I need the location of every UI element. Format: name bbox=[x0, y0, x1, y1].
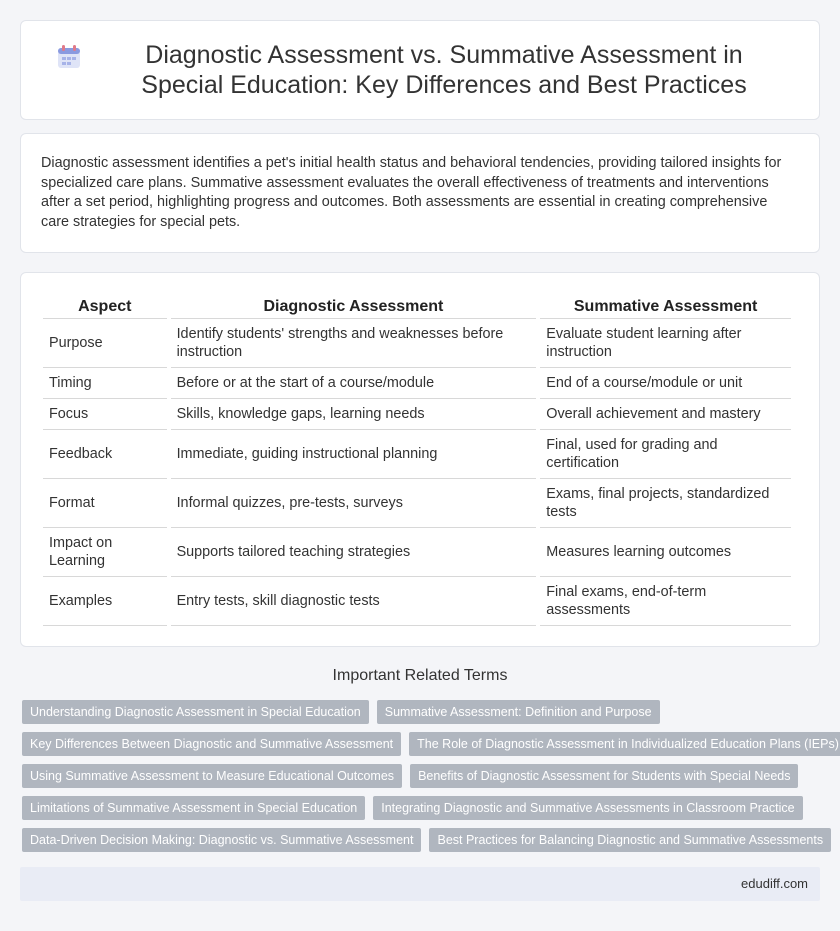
site-name[interactable]: edudiff.com bbox=[741, 876, 808, 891]
cell-diagnostic: Informal quizzes, pre-tests, surveys bbox=[171, 479, 537, 528]
footer bbox=[20, 867, 820, 901]
cell-summative: Final, used for grading and certification bbox=[540, 430, 791, 479]
cell-diagnostic: Skills, knowledge gaps, learning needs bbox=[171, 399, 537, 430]
table-row bbox=[43, 430, 791, 479]
header-diagnostic: Diagnostic Assessment bbox=[171, 289, 537, 319]
title-card bbox=[20, 20, 820, 120]
cell-summative: Evaluate student learning after instruction bbox=[540, 319, 791, 368]
comparison-table bbox=[39, 289, 795, 626]
cell-aspect: Feedback bbox=[43, 430, 167, 479]
related-term-link[interactable]: Benefits of Diagnostic Assessment for Students with Special Needs bbox=[410, 764, 798, 788]
related-term-link[interactable]: Using Summative Assessment to Measure Educational Outcomes bbox=[22, 764, 402, 788]
table-row bbox=[43, 319, 791, 368]
cell-aspect: Purpose bbox=[43, 319, 167, 368]
table-row bbox=[43, 528, 791, 577]
cell-diagnostic: Before or at the start of a course/module bbox=[171, 368, 537, 399]
comparison-card bbox=[20, 272, 820, 647]
intro-paragraph: Diagnostic assessment identifies a pet's initial health status and behavioral tendencies, providing tailored insights for specialized care plans. Summative assessment evaluates the overall effectiveness of treatments and interventions after a set period, highlighting progress and outcomes. Both assessments are essential in creating comprehensive care strategies for special pets. bbox=[41, 155, 782, 230]
related-term-link[interactable]: Summative Assessment: Definition and Purpose bbox=[377, 700, 660, 724]
related-term-link[interactable]: Integrating Diagnostic and Summative Assessments in Classroom Practice bbox=[373, 796, 802, 820]
intro-card bbox=[20, 133, 820, 253]
cell-diagnostic: Identify students' strengths and weaknesses before instruction bbox=[171, 319, 537, 368]
cell-summative: End of a course/module or unit bbox=[540, 368, 791, 399]
cell-diagnostic: Supports tailored teaching strategies bbox=[171, 528, 537, 577]
related-term-link[interactable]: Key Differences Between Diagnostic and Summative Assessment bbox=[22, 732, 401, 756]
cell-aspect: Impact on Learning bbox=[43, 528, 167, 577]
related-terms-list bbox=[22, 700, 839, 860]
cell-aspect: Timing bbox=[43, 368, 167, 399]
related-term-link[interactable]: Limitations of Summative Assessment in Special Education bbox=[22, 796, 365, 820]
page-title: Diagnostic Assessment vs. Summative Assessment in Special Education: Key Differences and Best Practices bbox=[141, 41, 747, 99]
table-row bbox=[43, 399, 791, 430]
cell-summative: Overall achievement and mastery bbox=[540, 399, 791, 430]
cell-summative: Final exams, end-of-term assessments bbox=[540, 577, 791, 626]
calendar-icon bbox=[56, 44, 82, 70]
related-terms-heading: Important Related Terms bbox=[332, 667, 508, 684]
cell-diagnostic: Immediate, guiding instructional planning bbox=[171, 430, 537, 479]
cell-aspect: Format bbox=[43, 479, 167, 528]
cell-summative: Exams, final projects, standardized tests bbox=[540, 479, 791, 528]
table-row bbox=[43, 577, 791, 626]
header-aspect: Aspect bbox=[43, 289, 167, 319]
table-row bbox=[43, 368, 791, 399]
table-row bbox=[43, 479, 791, 528]
header-summative: Summative Assessment bbox=[540, 289, 791, 319]
cell-aspect: Focus bbox=[43, 399, 167, 430]
related-term-link[interactable]: Best Practices for Balancing Diagnostic and Summative Assessments bbox=[429, 828, 831, 852]
cell-aspect: Examples bbox=[43, 577, 167, 626]
cell-summative: Measures learning outcomes bbox=[540, 528, 791, 577]
related-term-link[interactable]: Data-Driven Decision Making: Diagnostic vs. Summative Assessment bbox=[22, 828, 421, 852]
related-term-link[interactable]: Understanding Diagnostic Assessment in Special Education bbox=[22, 700, 369, 724]
cell-diagnostic: Entry tests, skill diagnostic tests bbox=[171, 577, 537, 626]
related-term-link[interactable]: The Role of Diagnostic Assessment in Individualized Education Plans (IEPs) bbox=[409, 732, 840, 756]
table-header-row bbox=[43, 289, 791, 319]
